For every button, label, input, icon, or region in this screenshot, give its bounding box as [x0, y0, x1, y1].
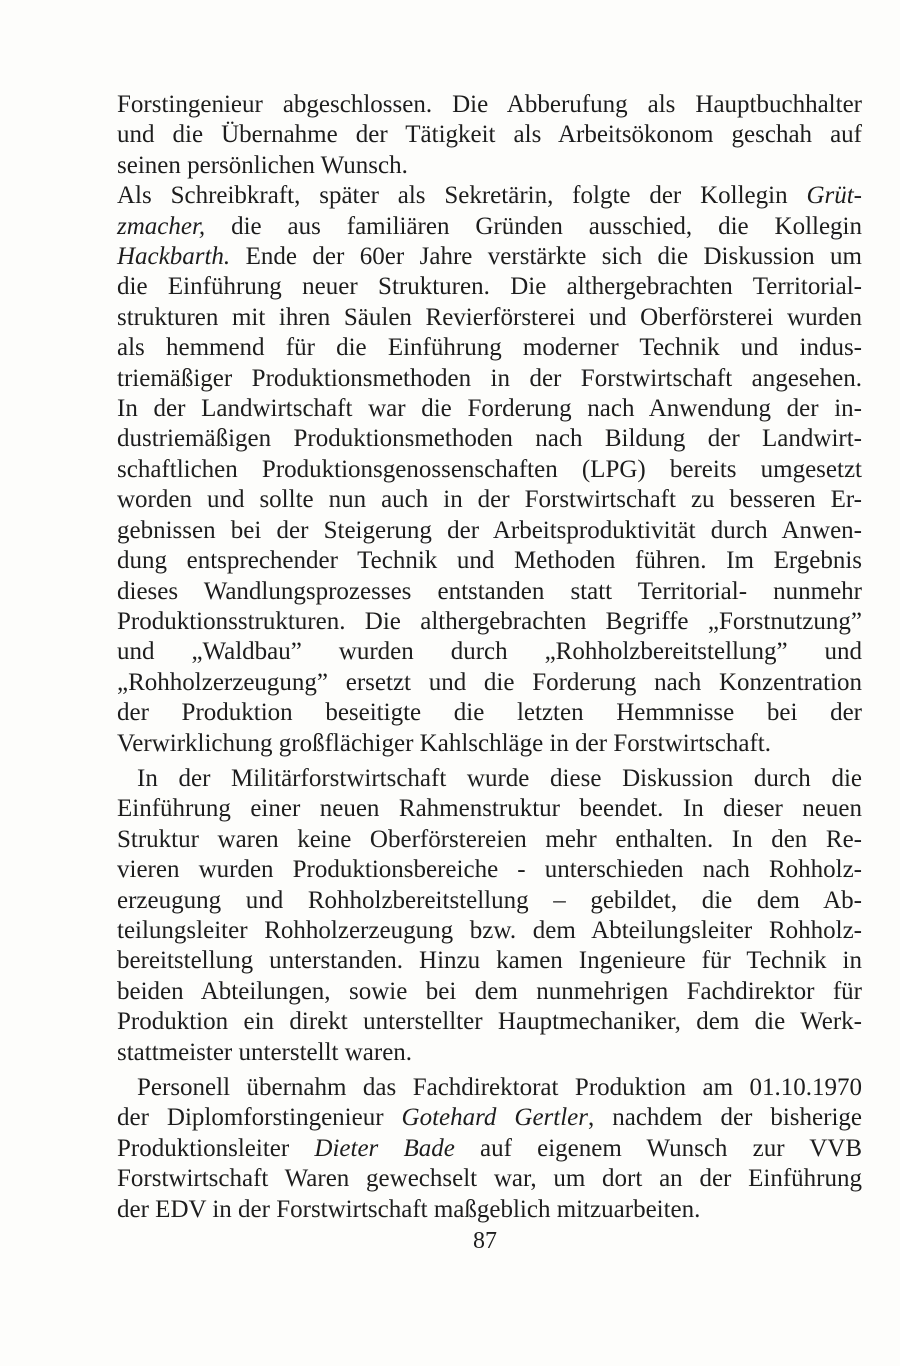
- text-line: strukturen mit ihren Säulen Revierförsterei und Oberförsterei wurden: [117, 303, 862, 331]
- text-line: Produktionsstrukturen. Die althergebrachten Begriffe „Forstnutzung”: [117, 607, 862, 635]
- text-line: Verwirklichung großflächiger Kahlschläge in der Forstwirtschaft.: [117, 729, 771, 757]
- text-line: und „Waldbau” wurden durch „Rohholzbereitstellung” und: [117, 638, 862, 666]
- text-line: [117, 212, 862, 242]
- text-line: [117, 1134, 862, 1164]
- text-line: teilungsleiter Rohholzerzeugung bzw. dem Abteilungsleiter Rohholz-: [117, 916, 862, 944]
- text-line: und die Übernahme der Tätigkeit als Arbeitsökonom geschah auf: [117, 121, 862, 149]
- text-line: [117, 1103, 862, 1133]
- text-fragment: Als Schreibkraft, später als Sekretärin, folgte der Kollegin: [117, 182, 788, 210]
- text-line: triemäßiger Produktionsmethoden in der Forstwirtschaft angesehen.: [117, 364, 862, 392]
- text-line: der EDV in der Forstwirtschaft maßgeblich mitzuarbeiten.: [117, 1195, 701, 1223]
- text-line: gebnissen bei der Steigerung der Arbeitsproduktivität durch Anwen-: [117, 516, 862, 544]
- text-line: bereitstellung unterstanden. Hinzu kamen Ingenieure für Technik in: [117, 947, 862, 975]
- text-line: die Einführung neuer Strukturen. Die althergebrachten Territorial-: [117, 273, 862, 301]
- text-line: Einführung einer neuen Rahmenstruktur beendet. In dieser neuen: [117, 795, 862, 823]
- text-line: [117, 181, 862, 211]
- text-line: als hemmend für die Einführung moderner Technik und indus-: [117, 334, 862, 362]
- text-fragment: Produktionsleiter: [117, 1134, 290, 1162]
- text-line: In der Landwirtschaft war die Forderung nach Anwendung der in-: [117, 395, 862, 423]
- text-line: vieren wurden Produktionsbereiche - unterschieden nach Rohholz-: [117, 856, 862, 884]
- text-fragment: der Diplomforstingenieur: [117, 1104, 384, 1132]
- body-text: [117, 90, 862, 1225]
- text-line: Forstingenieur abgeschlossen. Die Abberufung als Hauptbuchhalter: [117, 91, 862, 118]
- text-line: dustriemäßigen Produktionsmethoden nach Bildung der Landwirt-: [117, 425, 862, 453]
- italic-name: zmacher,: [117, 212, 206, 240]
- text-fragment: die aus familiären Gründen ausschied, die Kollegin: [231, 212, 863, 240]
- text-line: erzeugung und Rohholzbereitstellung – gebildet, die dem Ab-: [117, 886, 862, 914]
- text-line: Forstwirtschaft Waren gewechselt war, um dort an der Einführung: [117, 1165, 862, 1193]
- text-line: Personell übernahm das Fachdirektorat Produktion am 01.10.1970: [137, 1074, 862, 1101]
- text-line: „Rohholzerzeugung” ersetzt und die Forderung nach Konzentration: [117, 668, 862, 696]
- text-fragment: auf eigenem Wunsch zur VVB: [480, 1134, 863, 1162]
- text-line: In der Militärforstwirtschaft wurde diese Diskussion durch die: [137, 764, 862, 792]
- italic-name: Dieter Bade: [314, 1134, 455, 1162]
- text-line: seinen persönlichen Wunsch.: [117, 151, 408, 179]
- text-line: schaftlichen Produktionsgenossenschaften (LPG) bereits umgesetzt: [117, 455, 862, 483]
- page-number: 87: [473, 1228, 497, 1254]
- text-fragment: Ende der 60er Jahre verstärkte sich die Diskussion um: [245, 243, 862, 271]
- text-line: Struktur waren keine Oberförstereien mehr enthalten. In den Re-: [117, 825, 862, 853]
- text-fragment: , nachdem der bisherige: [588, 1104, 862, 1132]
- italic-name: Hackbarth.: [117, 243, 231, 271]
- text-line: Produktion ein direkt unterstellter Hauptmechaniker, dem die Werk-: [117, 1008, 862, 1036]
- text-line: [117, 242, 862, 272]
- italic-name: Grüt-: [806, 182, 862, 210]
- text-line: der Produktion beseitigte die letzten Hemmnisse bei der: [117, 699, 862, 727]
- text-line: dung entsprechender Technik und Methoden führen. Im Ergebnis: [117, 547, 862, 575]
- text-line: stattmeister unterstellt waren.: [117, 1038, 413, 1066]
- italic-name: Gotehard Gertler: [401, 1104, 588, 1132]
- text-line: beiden Abteilungen, sowie bei dem nunmehrigen Fachdirektor für: [117, 977, 862, 1005]
- text-line: dieses Wandlungsprozesses entstanden statt Territorial- nunmehr: [117, 577, 862, 605]
- text-line: worden und sollte nun auch in der Forstwirtschaft zu besseren Er-: [117, 486, 862, 514]
